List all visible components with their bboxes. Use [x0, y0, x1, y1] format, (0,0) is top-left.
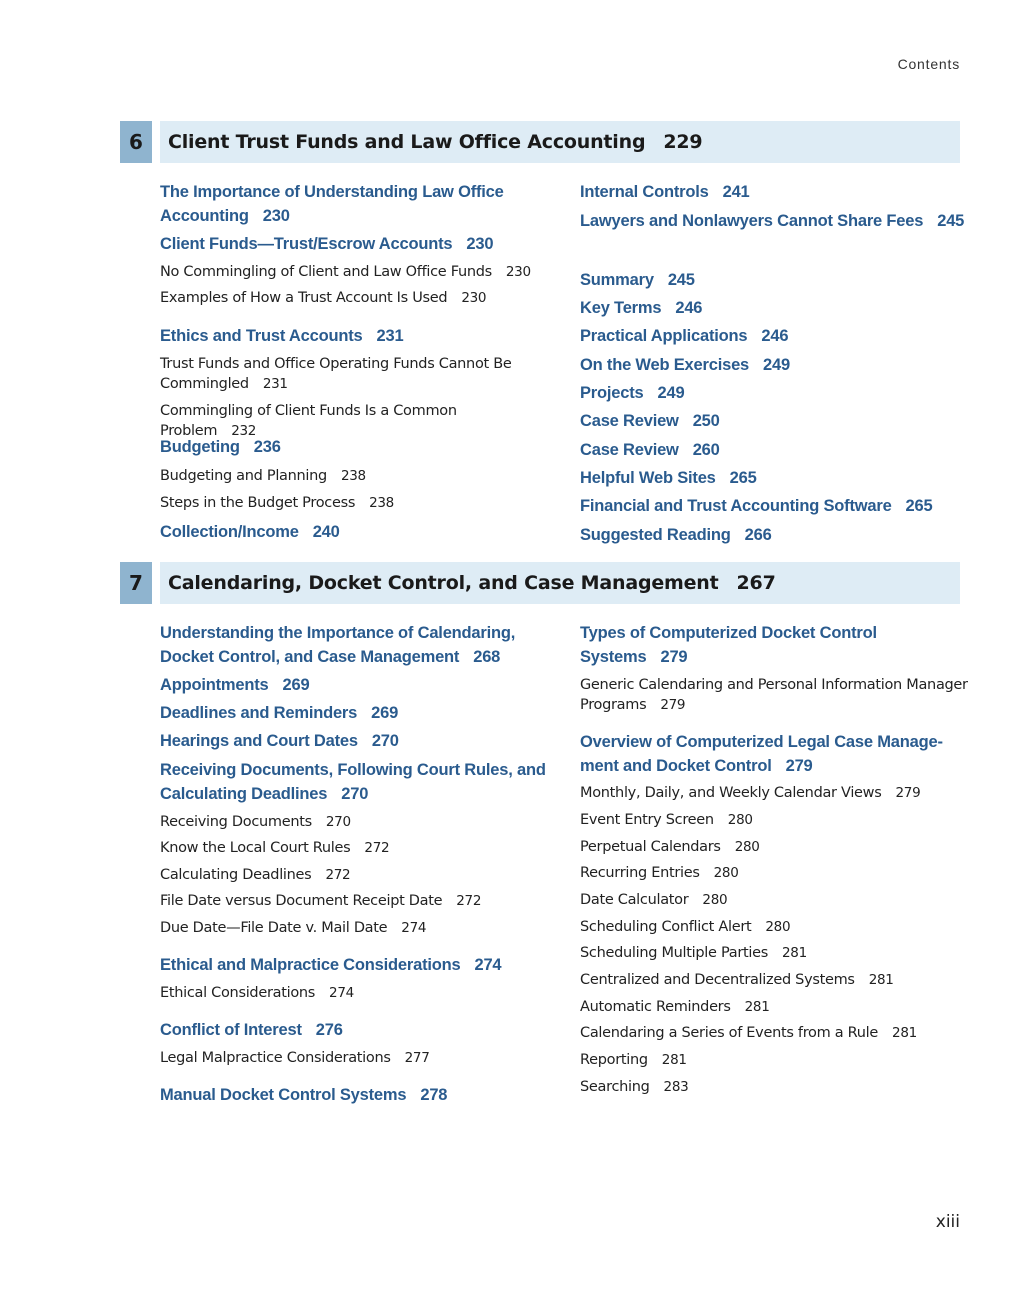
toc-entry-page: 266	[744, 526, 772, 544]
toc-entry-title: Key Terms	[580, 299, 662, 317]
toc-entry-page: 272	[325, 867, 351, 883]
toc-entry-page: 249	[763, 356, 790, 374]
toc-entry-title: Appointments	[160, 676, 269, 694]
toc-subheading[interactable]	[160, 983, 550, 1003]
toc-subheading[interactable]	[160, 838, 550, 858]
toc-entry-title: Scheduling Multiple Parties	[580, 945, 768, 961]
toc-entry-page: 280	[765, 919, 791, 935]
toc-entry-page: 280	[727, 812, 753, 828]
toc-entry-page: 279	[660, 648, 688, 666]
toc-entry-page: 281	[892, 1025, 917, 1041]
toc-subheading[interactable]	[580, 810, 970, 830]
toc-entry-title: Case Review	[580, 441, 679, 459]
toc-entry-title: Calculating Deadlines	[160, 867, 312, 883]
toc-heading[interactable]	[160, 621, 550, 669]
chapter-number: 7	[120, 562, 152, 604]
toc-entry-page: 280	[734, 839, 760, 855]
toc-entry-page: 250	[692, 412, 720, 430]
toc-entry-title: Financial and Trust Accounting Software	[580, 497, 892, 515]
toc-subheading[interactable]	[580, 863, 970, 883]
toc-entry-page: 270	[371, 732, 399, 750]
toc-entry-page: 231	[262, 376, 288, 392]
toc-entry-page: 281	[781, 945, 807, 961]
toc-entry-page: 272	[456, 893, 482, 909]
toc-entry-title: Calendaring a Series of Events from a Rule	[580, 1025, 879, 1041]
toc-entry-title: Receiving Documents	[160, 814, 312, 830]
toc-entry-title: Generic Calendaring and Personal Information Manager Programs	[580, 677, 968, 713]
toc-subheading[interactable]	[580, 675, 970, 715]
toc-subheading[interactable]	[580, 783, 970, 803]
toc-heading[interactable]	[160, 180, 550, 228]
toc-entry-title: Reporting	[580, 1052, 648, 1068]
toc-entry-title: Date Calculator	[580, 892, 689, 908]
toc-subheading[interactable]	[160, 1048, 550, 1068]
toc-heading[interactable]	[580, 494, 970, 518]
toc-entry-title: Manual Docket Control Systems	[160, 1086, 407, 1104]
toc-entry-title: Monthly, Daily, and Weekly Calendar Views	[580, 785, 882, 801]
chapter-title-bar	[160, 121, 960, 163]
toc-subheading[interactable]	[580, 1077, 970, 1097]
toc-entry-title: Summary	[580, 271, 654, 289]
toc-entry-page: 265	[729, 469, 757, 487]
toc-heading[interactable]	[160, 729, 550, 753]
toc-entry-page: 269	[371, 704, 399, 722]
toc-entry-title: Deadlines and Reminders	[160, 704, 358, 722]
running-head: Contents	[897, 56, 960, 72]
toc-entry-title: Lawyers and Nonlawyers Cannot Share Fees	[580, 212, 924, 230]
toc-subheading[interactable]	[160, 288, 550, 308]
toc-entry-page: 238	[369, 495, 394, 511]
chapter-title[interactable]: Client Trust Funds and Law Office Accounting	[168, 131, 646, 153]
toc-entry-title: Ethical and Malpractice Considerations	[160, 956, 461, 974]
toc-heading[interactable]	[160, 758, 550, 806]
chapter-title-bar	[160, 562, 960, 604]
toc-entry-title: Commingling of Client Funds Is a Common Problem	[160, 403, 457, 439]
toc-entry-page: 281	[744, 999, 770, 1015]
toc-heading[interactable]	[580, 353, 970, 377]
toc-entry-page: 280	[702, 892, 728, 908]
toc-heading[interactable]	[580, 180, 970, 204]
toc-heading[interactable]	[580, 438, 970, 462]
toc-entry-title: File Date versus Document Receipt Date	[160, 893, 443, 909]
toc-entry-page: 270	[341, 785, 369, 803]
toc-entry-page: 230	[505, 264, 531, 280]
toc-entry-title: Practical Applications	[580, 327, 748, 345]
toc-subheading[interactable]	[160, 865, 550, 885]
toc-heading[interactable]	[160, 673, 550, 697]
toc-entry-title: Budgeting	[160, 438, 240, 456]
toc-heading[interactable]	[160, 520, 550, 544]
toc-subheading[interactable]	[160, 891, 550, 911]
toc-entry-title: Centralized and Decentralized Systems	[580, 972, 855, 988]
toc-entry-title: Projects	[580, 384, 644, 402]
toc-entry-title: Know the Local Court Rules	[160, 840, 351, 856]
toc-entry-page: 276	[315, 1021, 343, 1039]
toc-subheading[interactable]	[580, 943, 970, 963]
toc-heading[interactable]	[160, 953, 550, 977]
toc-entry-page: 281	[868, 972, 894, 988]
page-number: xiii	[935, 1212, 960, 1232]
toc-heading[interactable]	[580, 324, 970, 348]
chapter-page: 229	[663, 131, 703, 153]
toc-subheading[interactable]	[160, 354, 550, 394]
toc-entry-title: Client Funds—Trust/Escrow Accounts	[160, 235, 453, 253]
toc-entry-page: 274	[329, 985, 354, 1001]
toc-entry-page: 241	[722, 183, 750, 201]
toc-entry-title: Ethics and Trust Accounts	[160, 327, 363, 345]
toc-heading[interactable]	[160, 1018, 550, 1042]
toc-heading[interactable]	[580, 621, 970, 669]
toc-entry-page: 272	[364, 840, 390, 856]
toc-heading[interactable]	[580, 466, 970, 490]
toc-entry-page: 274	[474, 956, 502, 974]
toc-heading[interactable]	[580, 381, 970, 405]
toc-entry-title: Recurring Entries	[580, 865, 700, 881]
toc-entry-page: 249	[657, 384, 685, 402]
toc-subheading[interactable]	[160, 466, 550, 486]
toc-entry-page: 236	[253, 438, 281, 456]
toc-entry-title: Perpetual Calendars	[580, 839, 721, 855]
toc-entry-title: Searching	[580, 1079, 650, 1095]
toc-subheading[interactable]	[580, 1050, 970, 1070]
chapter-title[interactable]: Calendaring, Docket Control, and Case Management	[168, 572, 719, 594]
toc-entry-page: 280	[713, 865, 739, 881]
toc-entry-title: Budgeting and Planning	[160, 468, 327, 484]
toc-entry-title: Conflict of Interest	[160, 1021, 302, 1039]
toc-subheading[interactable]	[580, 890, 970, 910]
toc-entry-title: Examples of How a Trust Account Is Used	[160, 290, 448, 306]
chapter-heading	[120, 562, 960, 604]
toc-subheading[interactable]	[160, 493, 550, 513]
toc-entry-page: 279	[660, 697, 686, 713]
toc-heading[interactable]	[580, 209, 970, 233]
toc-entry-page: 240	[312, 523, 340, 541]
toc-entry-page: 279	[785, 757, 813, 775]
toc-entry-page: 230	[461, 290, 487, 306]
toc-entry-page: 238	[340, 468, 366, 484]
chapter-number: 6	[120, 121, 152, 163]
toc-heading[interactable]	[580, 730, 970, 778]
toc-subheading[interactable]	[580, 997, 970, 1017]
toc-entry-page: 231	[376, 327, 404, 345]
toc-entry-page: 281	[661, 1052, 687, 1068]
toc-entry-page: 245	[937, 212, 965, 230]
toc-entry-title: Overview of Computerized Legal Case Manage-ment and Docket Control	[580, 733, 943, 775]
toc-entry-page: 246	[675, 299, 703, 317]
toc-subheading[interactable]	[580, 917, 970, 937]
toc-subheading[interactable]	[580, 970, 970, 990]
toc-heading[interactable]	[160, 435, 550, 459]
toc-entry-title: Internal Controls	[580, 183, 709, 201]
toc-entry-page: 245	[667, 271, 695, 289]
toc-heading[interactable]	[160, 1083, 550, 1107]
toc-entry-page: 283	[663, 1079, 689, 1095]
toc-entry-title: Case Review	[580, 412, 679, 430]
toc-subheading[interactable]	[160, 918, 550, 938]
toc-entry-page: 246	[761, 327, 789, 345]
toc-entry-title: Automatic Reminders	[580, 999, 731, 1015]
toc-subheading[interactable]	[160, 262, 550, 282]
toc-entry-page: 268	[473, 648, 501, 666]
toc-entry-page: 274	[401, 920, 427, 936]
toc-entry-title: Trust Funds and Office Operating Funds Cannot Be Commingled	[160, 356, 512, 392]
toc-heading[interactable]	[580, 409, 970, 433]
toc-entry-title: Legal Malpractice Considerations	[160, 1050, 391, 1066]
toc-entry-title: Receiving Documents, Following Court Rules, and Calculating Deadlines	[160, 761, 546, 803]
toc-subheading[interactable]	[580, 1023, 970, 1043]
toc-entry-page: 270	[325, 814, 351, 830]
toc-heading[interactable]	[580, 296, 970, 320]
toc-heading[interactable]	[160, 701, 550, 725]
toc-entry-page: 260	[692, 441, 720, 459]
toc-entry-title: Event Entry Screen	[580, 812, 714, 828]
toc-entry-title: Collection/Income	[160, 523, 299, 541]
toc-entry-page: 230	[262, 207, 290, 225]
toc-entry-title: The Importance of Understanding Law Office Accounting	[160, 183, 504, 225]
toc-subheading[interactable]	[580, 837, 970, 857]
toc-subheading[interactable]	[160, 812, 550, 832]
toc-entry-page: 277	[404, 1050, 430, 1066]
toc-entry-title: Ethical Considerations	[160, 985, 316, 1001]
toc-entry-page: 230	[466, 235, 494, 253]
toc-entry-page: 279	[895, 785, 921, 801]
toc-heading[interactable]	[580, 268, 970, 292]
toc-entry-page: 232	[231, 423, 257, 439]
toc-entry-title: On the Web Exercises	[580, 356, 750, 374]
toc-entry-page: 265	[905, 497, 933, 515]
toc-entry-title: Hearings and Court Dates	[160, 732, 358, 750]
toc-entry-page: 269	[282, 676, 310, 694]
toc-entry-title: Scheduling Conflict Alert	[580, 919, 752, 935]
toc-entry-title: Understanding the Importance of Calendaring, Docket Control, and Case Management	[160, 624, 516, 666]
toc-heading[interactable]	[160, 232, 550, 256]
toc-heading[interactable]	[580, 523, 970, 547]
chapter-page: 267	[736, 572, 776, 594]
chapter-heading	[120, 121, 960, 163]
toc-entry-title: Steps in the Budget Process	[160, 495, 356, 511]
toc-entry-page: 278	[420, 1086, 448, 1104]
toc-entry-title: Due Date—File Date v. Mail Date	[160, 920, 388, 936]
toc-entry-title: No Commingling of Client and Law Office Funds	[160, 264, 492, 280]
toc-entry-title: Types of Computerized Docket Control Systems	[580, 624, 877, 666]
toc-heading[interactable]	[160, 324, 550, 348]
toc-entry-title: Helpful Web Sites	[580, 469, 716, 487]
toc-entry-title: Suggested Reading	[580, 526, 731, 544]
